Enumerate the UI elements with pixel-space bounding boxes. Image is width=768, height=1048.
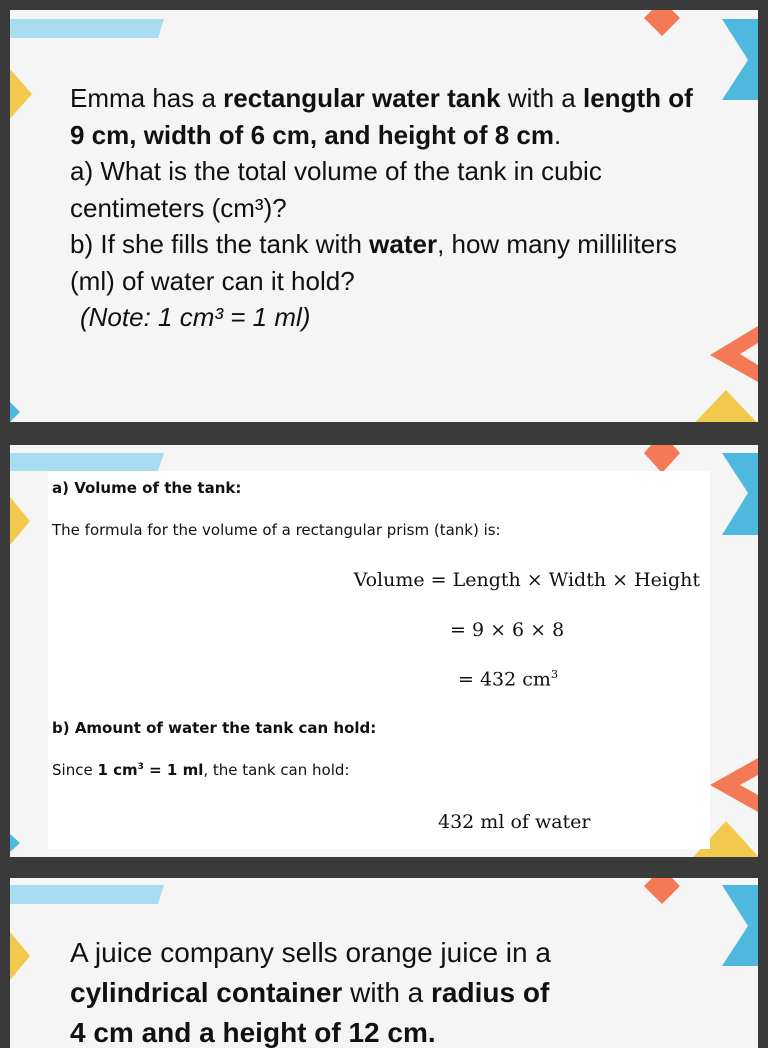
note-text: (Note: 1 cm³ = 1 ml): [80, 302, 311, 332]
final-answer: 432 ml of water: [438, 811, 591, 833]
orange-diamond: [644, 445, 680, 473]
light-blue-banner: [10, 19, 164, 38]
light-blue-banner: [10, 885, 164, 904]
yellow-triangle-bottom: [686, 390, 758, 422]
conversion-text: Since 1 $cm^3 = 1$ ml, the tank can hold:: [52, 761, 350, 779]
dimensions-emphasis: length of 9 cm, width of 6 cm, and height of 8 cm: [70, 83, 693, 150]
dimensions-emphasis: 4 cm and a height of 12 cm.: [70, 1017, 436, 1048]
formula-intro: The formula for the volume of a rectangular prism (tank) is:: [52, 521, 501, 539]
question-slide-1: [10, 10, 758, 422]
yellow-triangle-left: [10, 920, 30, 992]
blue-triangle-left: [10, 392, 20, 422]
period: .: [553, 119, 562, 150]
question-b-start: b) If she fills the tank with: [70, 229, 370, 259]
solution-content: [48, 471, 710, 849]
blue-chevron: [722, 885, 758, 966]
container-emphasis: cylindrical container: [70, 977, 343, 1008]
heading-b: b) Amount of water the tank can hold:: [52, 719, 377, 737]
question-b-end: , how many milliliters (ml) of water can it hold?: [70, 229, 677, 296]
yellow-triangle-left: [10, 485, 30, 557]
question-line-1: A juice company sells orange juice in a: [70, 937, 551, 968]
blue-chevron: [722, 453, 758, 535]
question-slide-2: [10, 878, 758, 1048]
orange-diamond: [644, 10, 680, 36]
question-text: [70, 933, 710, 1048]
blue-chevron: [722, 19, 758, 100]
formula-equation: Volume = Length × Width × Height: [353, 569, 700, 591]
yellow-triangle-left: [10, 58, 32, 130]
result-equation: = 432 $cm^3$: [458, 667, 559, 691]
connector-text: with a: [342, 977, 432, 1008]
light-blue-banner: [10, 453, 164, 471]
substitution-equation: = 9 × 6 × 8: [450, 619, 565, 641]
intro-text: Emma has a: [70, 83, 224, 113]
radius-emphasis: radius of: [431, 977, 550, 1008]
intro-text-end: with a: [500, 83, 576, 113]
water-emphasis: water: [369, 229, 438, 259]
orange-diamond: [644, 878, 680, 904]
blue-triangle-left: [10, 825, 20, 857]
solution-slide: [10, 445, 758, 857]
question-text: [70, 80, 710, 336]
tank-emphasis: rectangular water tank: [223, 83, 501, 113]
heading-a: a) Volume of the tank:: [52, 479, 242, 497]
question-a: a) What is the total volume of the tank in cubic centimeters (cm³)?: [70, 156, 602, 223]
